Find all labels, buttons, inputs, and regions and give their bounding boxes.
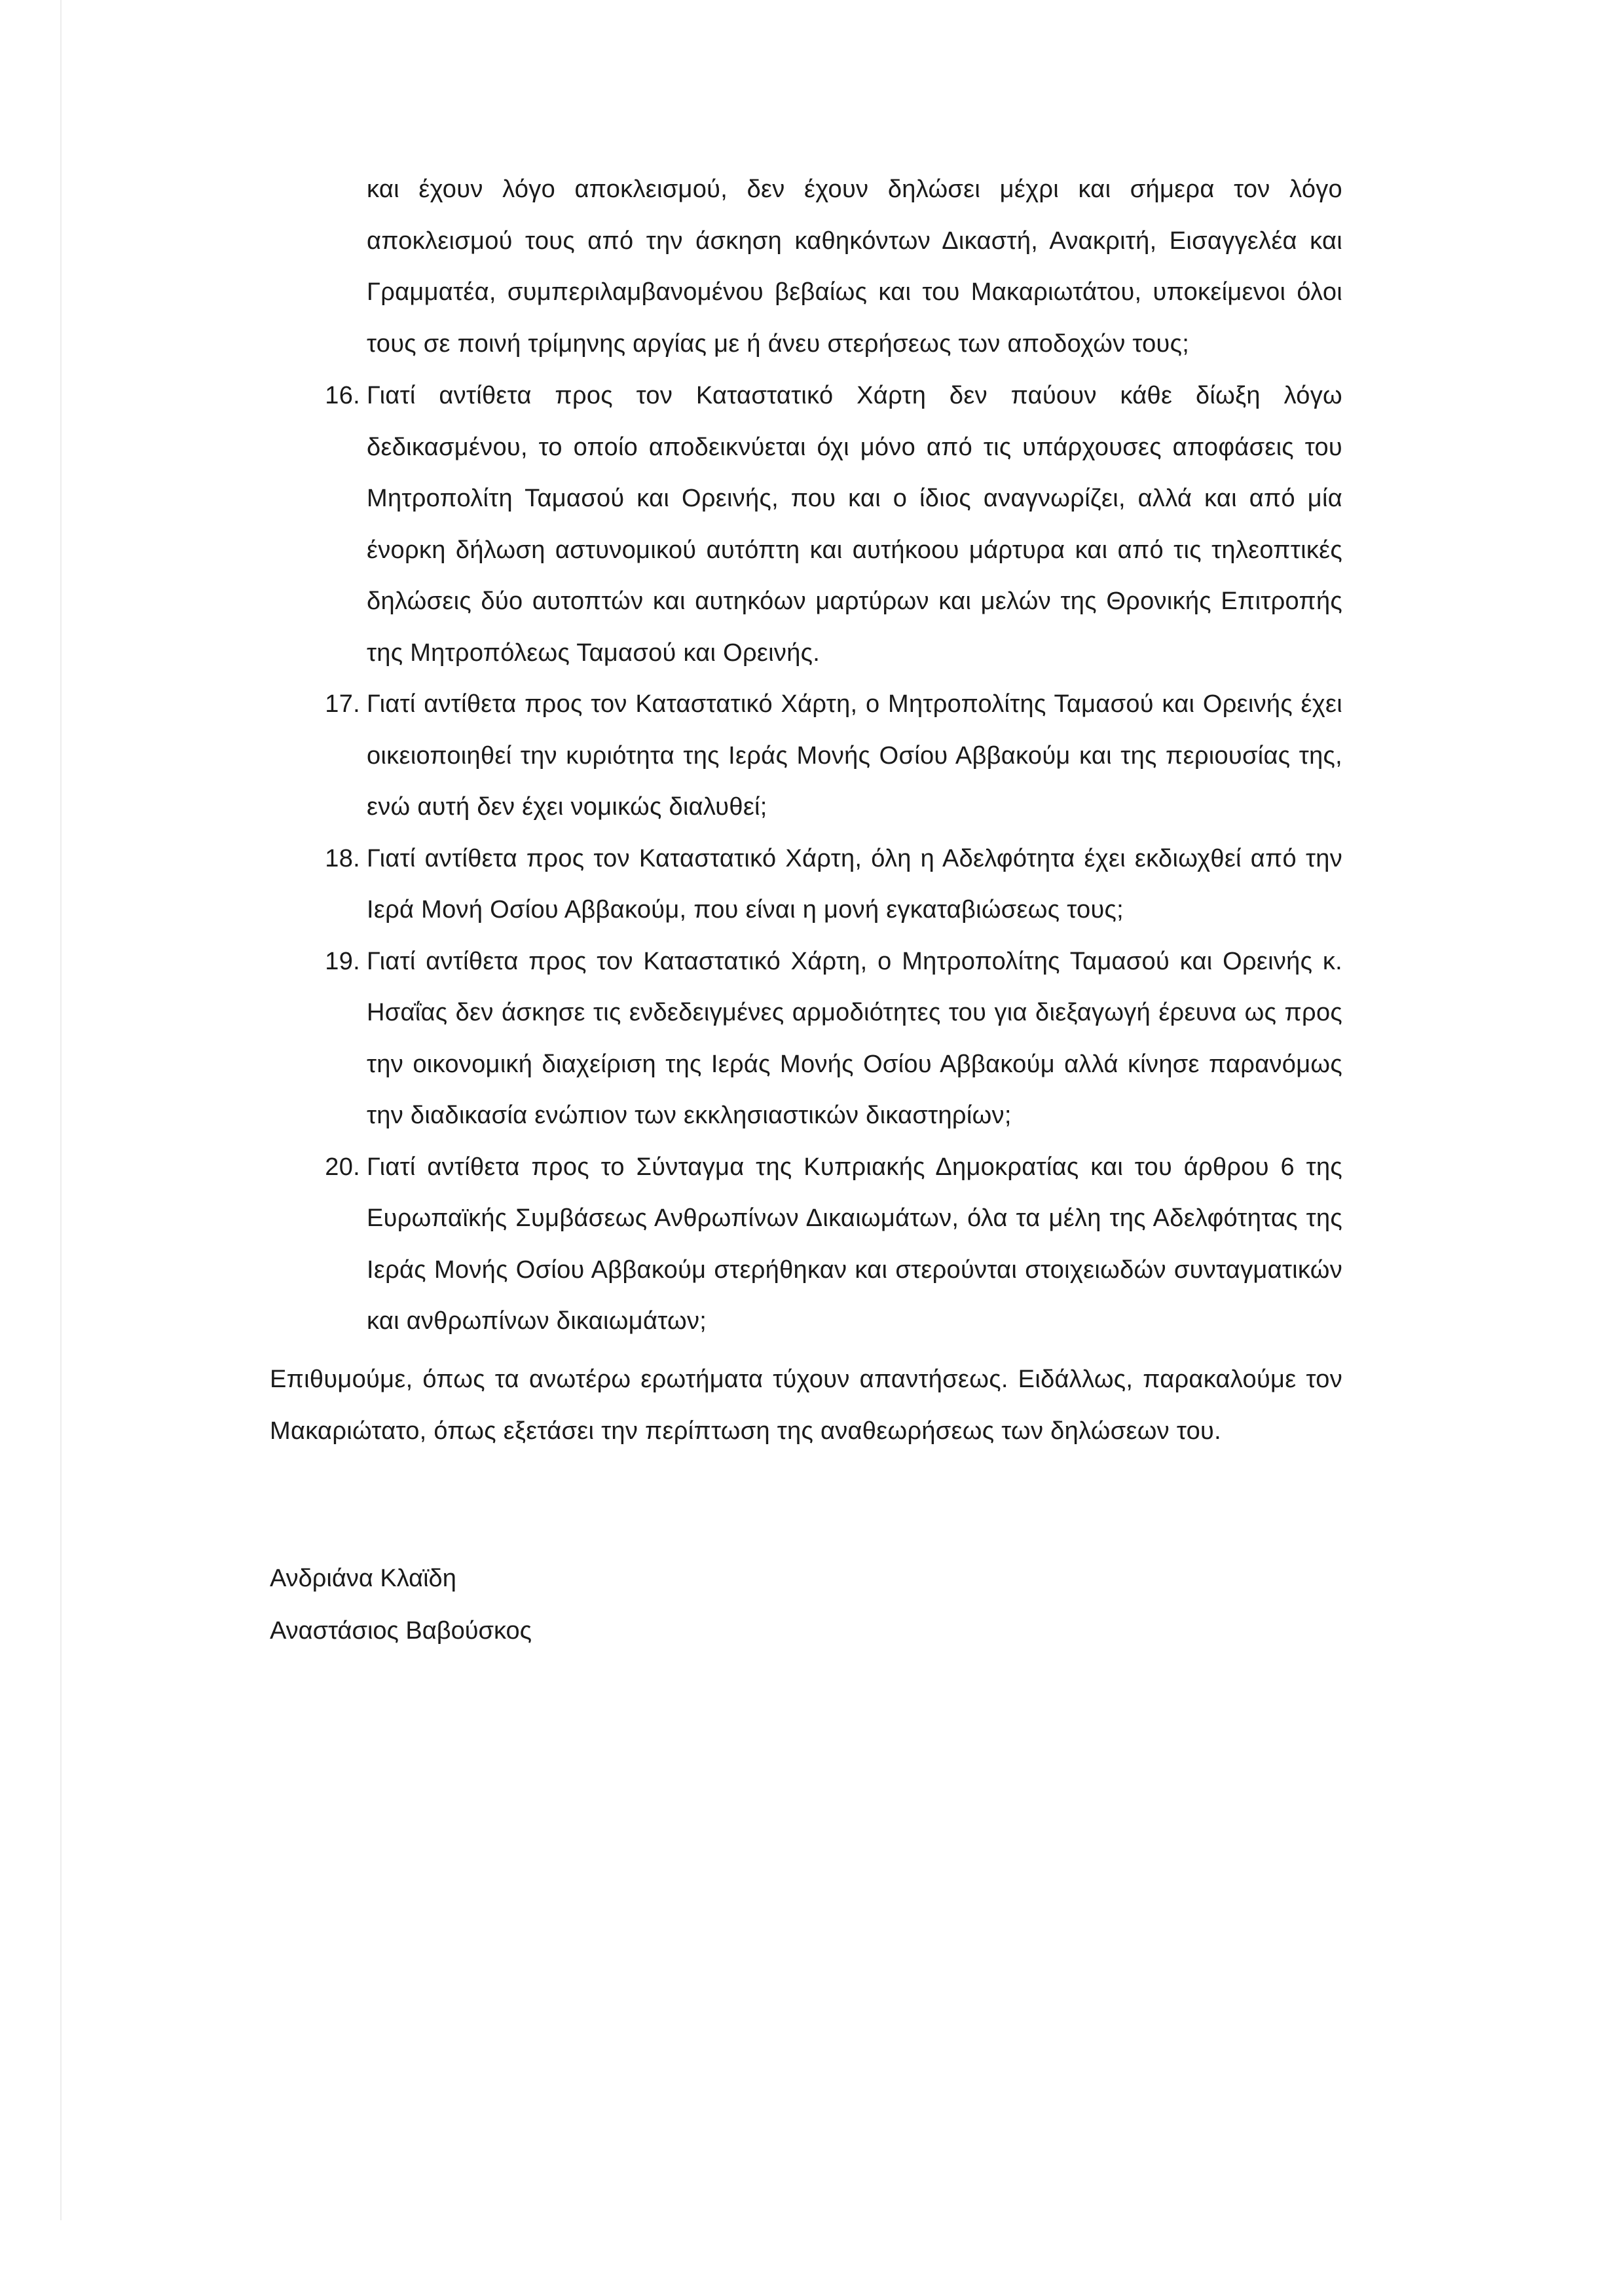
list-item-number: 16.: [325, 382, 360, 409]
closing-paragraph: Επιθυμούμε, όπως τα ανωτέρω ερωτήματα τύχουν απαντήσεως. Ειδάλλως, παρακαλούμε τον Μακαριώτατο, όπως εξετάσει την περίπτωση της αναθεωρήσεως των δηλώσεων του.: [270, 1366, 1342, 1445]
list-item-19: [325, 936, 1342, 1142]
list-item-number: 18.: [325, 844, 360, 872]
list-item-18: [325, 833, 1342, 936]
list-item-number: 19.: [325, 947, 360, 975]
list-item-number: 17.: [325, 690, 360, 718]
list-item-text: Γιατί αντίθετα προς τον Καταστατικό Χάρτη, όλη η Αδελφότητα έχει εκδιωχθεί από την Ιερά Μονή Οσίου Αββακούμ, που είναι η μονή εγκαταβιώσεως τους;: [367, 844, 1342, 923]
signatory-name: Ανδριάνα Κλαϊδη: [270, 1565, 456, 1592]
list-item-text: Γιατί αντίθετα προς τον Καταστατικό Χάρτη, ο Μητροπολίτης Ταμασού και Ορεινής κ. Ησαΐας δεν άσκησε τις ενδεδειγμένες αρμοδιότητες του για διεξαγωγή έρευνα ως προς την οικονομική διαχείριση της Ιεράς Μονής Οσίου Αββακούμ αλλά κίνησε παρανόμως την διαδικασία ενώπιον των εκκλησιαστικών δικαστηρίων;: [367, 947, 1342, 1129]
list-item-text: Γιατί αντίθετα προς το Σύνταγμα της Κυπριακής Δημοκρατίας και του άρθρου 6 της Ευρωπαϊκής Συμβάσεως Ανθρωπίνων Δικαιωμάτων, όλα τα μέλη της Αδελφότητας της Ιεράς Μονής Οσίου Αββακούμ στερήθηκαν και στερούνται στοιχειωδών συνταγματικών και ανθρωπίνων δικαιωμάτων;: [367, 1153, 1342, 1335]
list-item-17: [325, 679, 1342, 833]
list-item-20: [325, 1142, 1342, 1347]
signatory-name: Αναστάσιος Βαβούσκος: [270, 1617, 532, 1645]
continuation-paragraph: και έχουν λόγο αποκλεισμού, δεν έχουν δηλώσει μέχρι και σήμερα τον λόγο αποκλεισμού τους από την άσκηση καθηκόντων Δικαστή, Ανακριτή, Εισαγγελέα και Γραμματέα, συμπεριλαμβανομένου βεβαίως και του Μακαριωτάτου, υποκείμενοι όλοι τους σε ποινή τρίμηνης αργίας με ή άνευ στερήσεως των αποδοχών τους;: [367, 176, 1342, 358]
numbered-list: [0, 370, 1624, 1347]
list-item-number: 20.: [325, 1153, 360, 1181]
list-item-16: [325, 370, 1342, 679]
list-item-text: Γιατί αντίθετα προς τον Καταστατικό Χάρτη, ο Μητροπολίτης Ταμασού και Ορεινής έχει οικειοποιηθεί την κυριότητα της Ιεράς Μονής Οσίου Αββακούμ και της περιουσίας της, ενώ αυτή δεν έχει νομικώς διαλυθεί;: [367, 690, 1342, 821]
list-item-text: Γιατί αντίθετα προς τον Καταστατικό Χάρτη δεν παύουν κάθε δίωξη λόγω δεδικασμένου, το οποίο αποδεικνύεται όχι μόνο από τις υπάρχουσες αποφάσεις του Μητροπολίτη Ταμασού και Ορεινής, που και ο ίδιος αναγνωρίζει, αλλά και από μία ένορκη δήλωση αστυνομικού αυτόπτη και αυτήκοου μάρτυρα και από τις τηλεοπτικές δηλώσεις δύο αυτοπτών και αυτηκόων μαρτύρων και μελών της Θρονικής Επιτροπής της Μητροπόλεως Ταμασού και Ορεινής.: [367, 382, 1342, 667]
signatures-block: [270, 1552, 532, 1657]
